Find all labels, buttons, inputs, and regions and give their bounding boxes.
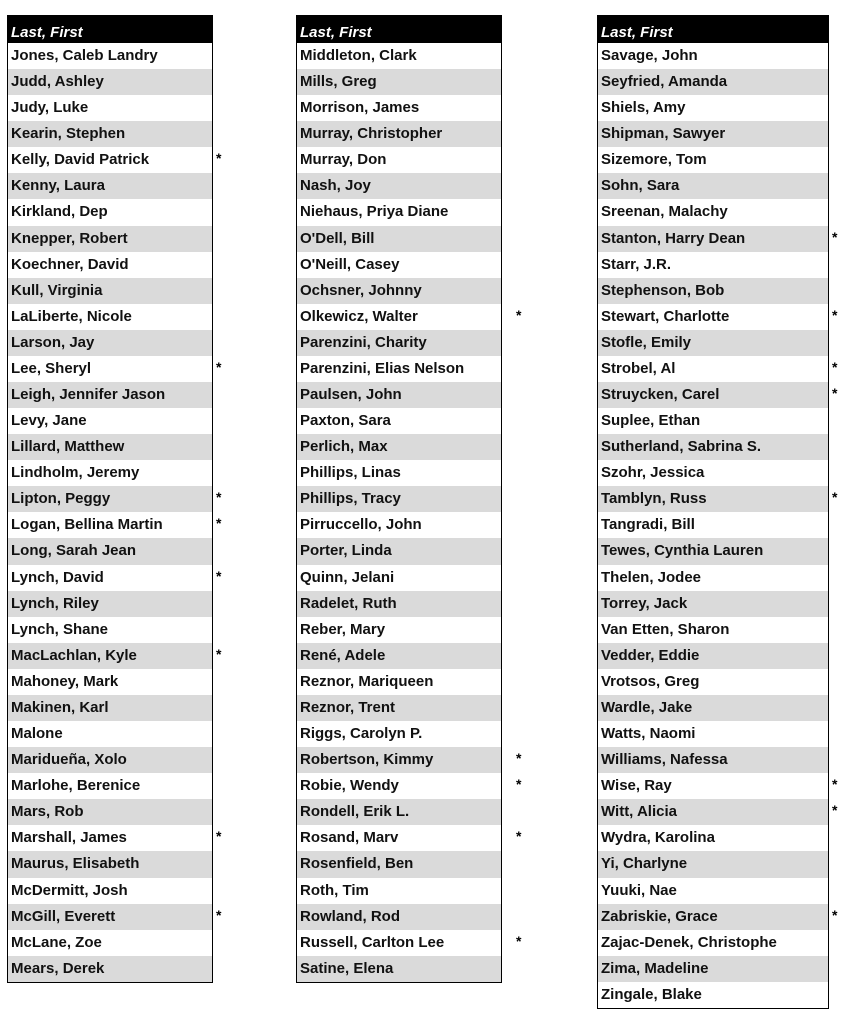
table-row — [297, 591, 501, 617]
table-row — [8, 512, 222, 538]
table-row — [598, 904, 838, 930]
name-cell: Pirruccello, John — [300, 516, 422, 534]
name-cell: Quinn, Jelani — [300, 568, 395, 586]
name-cell: Zingale, Blake — [601, 985, 702, 1003]
table-row — [598, 199, 828, 225]
name-cell: Parenzini, Charity — [300, 333, 427, 351]
table-row — [598, 252, 828, 278]
name-cell: Williams, Nafessa — [601, 751, 728, 769]
table-row — [8, 382, 212, 408]
table-row — [8, 904, 222, 930]
table-row — [8, 147, 222, 173]
name-cell: Levy, Jane — [11, 412, 87, 430]
name-cell: Kearin, Stephen — [11, 125, 126, 143]
table-row — [8, 173, 212, 199]
name-cell: Zima, Madeline — [601, 959, 709, 977]
name-cell: Stewart, Charlotte — [601, 307, 730, 325]
name-cell: Niehaus, Priya Diane — [300, 203, 449, 221]
table-row — [598, 591, 828, 617]
name-cell: Rondell, Erik L. — [300, 803, 410, 821]
table-row — [297, 304, 522, 330]
name-cell: Satine, Elena — [300, 959, 394, 977]
name-cell: Wardle, Jake — [601, 698, 693, 716]
name-cell: Long, Sarah Jean — [11, 542, 137, 560]
table-row — [8, 356, 222, 382]
name-cell: Tangradi, Bill — [601, 516, 695, 534]
table-row — [8, 252, 212, 278]
table-row — [598, 747, 828, 773]
name-cell: Kenny, Laura — [11, 177, 105, 195]
table-row — [297, 773, 522, 799]
name-cell: Vrotsos, Greg — [601, 672, 700, 690]
asterisk-marker: * — [832, 358, 838, 375]
table-row — [8, 95, 212, 121]
name-cell: Morrison, James — [300, 99, 420, 117]
table-row — [8, 460, 212, 486]
table-row — [598, 799, 838, 825]
asterisk-marker: * — [216, 489, 222, 506]
name-cell: Ochsner, Johnny — [300, 281, 422, 299]
name-cell: Murray, Don — [300, 151, 387, 169]
table-row — [8, 825, 222, 851]
asterisk-marker: * — [216, 567, 222, 584]
name-cell: Van Etten, Sharon — [601, 620, 730, 638]
name-cell: Judd, Ashley — [11, 73, 104, 91]
name-cell: Paulsen, John — [300, 386, 402, 404]
table-row — [8, 486, 222, 512]
table-row — [598, 382, 838, 408]
name-cell: Marlohe, Berenice — [11, 777, 141, 795]
asterisk-marker: * — [832, 776, 838, 793]
name-cell: Torrey, Jack — [601, 594, 688, 612]
table-row — [297, 69, 501, 95]
table-row — [8, 43, 212, 69]
name-cell: Parenzini, Elias Nelson — [300, 359, 465, 377]
table-row — [8, 773, 212, 799]
column-header: Last, First — [297, 16, 501, 43]
table-row — [297, 825, 522, 851]
name-cell: Zabriskie, Grace — [601, 907, 718, 925]
name-cell: Phillips, Linas — [300, 464, 401, 482]
table-row — [8, 930, 212, 956]
table-row — [297, 460, 501, 486]
table-row — [598, 278, 828, 304]
name-cell: Szohr, Jessica — [601, 464, 705, 482]
name-cell: Mills, Greg — [300, 73, 377, 91]
table-row — [598, 956, 828, 982]
table-row — [598, 930, 828, 956]
table-row — [297, 278, 501, 304]
name-cell: O'Dell, Bill — [300, 229, 375, 247]
table-row — [598, 773, 838, 799]
name-cell: Phillips, Tracy — [300, 490, 401, 508]
name-table — [597, 15, 838, 1009]
table-row — [598, 721, 828, 747]
table-row — [8, 330, 212, 356]
name-column-3 — [597, 15, 838, 1009]
name-cell: Riggs, Carolyn P. — [300, 725, 423, 743]
name-cell: Reznor, Trent — [300, 698, 396, 716]
asterisk-marker: * — [216, 358, 222, 375]
table-row — [297, 799, 501, 825]
table-row — [297, 356, 501, 382]
name-cell: Maurus, Elisabeth — [11, 855, 140, 873]
name-cell: Thelen, Jodee — [601, 568, 702, 586]
table-row — [8, 278, 212, 304]
table-row — [8, 538, 212, 564]
name-cell: Zajac-Denek, Christophe — [601, 933, 777, 951]
asterisk-marker: * — [516, 776, 522, 793]
table-row — [598, 538, 828, 564]
name-cell: Stofle, Emily — [601, 333, 692, 351]
name-cell: Sutherland, Sabrina S. — [601, 438, 762, 456]
table-row — [8, 643, 222, 669]
table-row — [297, 930, 522, 956]
table-row — [8, 878, 212, 904]
name-cell: Yuuki, Nae — [601, 881, 677, 899]
name-cell: Judy, Luke — [11, 99, 89, 117]
name-column-2 — [296, 15, 522, 983]
table-row — [598, 69, 828, 95]
table-row — [297, 330, 501, 356]
table-row — [8, 956, 212, 982]
table-row — [297, 565, 501, 591]
name-cell: Savage, John — [601, 47, 698, 64]
table-row — [297, 434, 501, 460]
asterisk-marker: * — [516, 828, 522, 845]
name-cell: Perlich, Max — [300, 438, 388, 456]
table-row — [297, 121, 501, 147]
name-cell: Rosand, Marv — [300, 829, 399, 847]
table-row — [598, 95, 828, 121]
table-row — [598, 669, 828, 695]
name-cell: McDermitt, Josh — [11, 881, 128, 899]
name-cell: Reznor, Mariqueen — [300, 672, 434, 690]
name-cell: Lipton, Peggy — [11, 490, 111, 508]
name-cell: Vedder, Eddie — [601, 646, 700, 664]
column-header: Last, First — [8, 16, 212, 43]
name-cell: Mahoney, Mark — [11, 672, 119, 690]
name-cell: LaLiberte, Nicole — [11, 307, 132, 325]
name-cell: Suplee, Ethan — [601, 412, 701, 430]
table-row — [297, 382, 501, 408]
name-cell: Porter, Linda — [300, 542, 392, 560]
table-row — [297, 721, 501, 747]
name-cell: Tamblyn, Russ — [601, 490, 707, 508]
table-row — [8, 695, 212, 721]
asterisk-marker: * — [216, 645, 222, 662]
name-cell: Lindholm, Jeremy — [11, 464, 140, 482]
name-cell: Leigh, Jennifer Jason — [11, 386, 166, 404]
table-row — [8, 799, 212, 825]
name-column-1 — [7, 15, 222, 983]
name-cell: Tewes, Cynthia Lauren — [601, 542, 764, 560]
name-cell: Koechner, David — [11, 255, 129, 273]
table-row — [598, 304, 838, 330]
table-row — [598, 147, 828, 173]
name-cell: Robie, Wendy — [300, 777, 399, 795]
name-cell: Middleton, Clark — [300, 47, 417, 64]
table-row — [8, 69, 212, 95]
name-cell: O'Neill, Casey — [300, 255, 400, 273]
table-row — [8, 434, 212, 460]
name-cell: Jones, Caleb Landry — [11, 47, 158, 64]
table-row — [598, 330, 828, 356]
table-row — [297, 199, 501, 225]
name-cell: Sizemore, Tom — [601, 151, 707, 169]
table-row — [8, 565, 222, 591]
table-row — [598, 878, 828, 904]
table-row — [8, 721, 212, 747]
table-row — [297, 95, 501, 121]
table-row — [8, 617, 212, 643]
table-row — [598, 121, 828, 147]
name-cell: Nash, Joy — [300, 177, 371, 195]
table-row — [297, 408, 501, 434]
name-cell: Rowland, Rod — [300, 907, 400, 925]
asterisk-marker: * — [216, 515, 222, 532]
asterisk-marker: * — [516, 306, 522, 323]
table-row — [8, 226, 212, 252]
table-row — [297, 878, 501, 904]
asterisk-marker: * — [832, 906, 838, 923]
table-row — [598, 408, 828, 434]
asterisk-marker: * — [216, 828, 222, 845]
asterisk-marker: * — [832, 802, 838, 819]
name-cell: Watts, Naomi — [601, 725, 696, 743]
table-row — [297, 695, 501, 721]
table-row — [598, 565, 828, 591]
table-row — [8, 591, 212, 617]
table-row — [297, 147, 501, 173]
name-cell: Marshall, James — [11, 829, 127, 847]
name-cell: Kelly, David Patrick — [11, 151, 150, 169]
table-row — [8, 121, 212, 147]
name-cell: Lynch, Shane — [11, 620, 108, 638]
table-row — [598, 434, 828, 460]
name-cell: Kirkland, Dep — [11, 203, 108, 221]
name-cell: Lillard, Matthew — [11, 438, 125, 456]
asterisk-marker: * — [832, 385, 838, 402]
table-row — [598, 486, 838, 512]
table-row — [598, 695, 828, 721]
name-cell: Makinen, Karl — [11, 698, 109, 716]
name-cell: Lee, Sheryl — [11, 359, 92, 377]
name-cell: Logan, Bellina Martin — [11, 516, 163, 534]
asterisk-marker: * — [216, 150, 222, 167]
asterisk-marker: * — [832, 489, 838, 506]
name-cell: Kull, Virginia — [11, 281, 103, 299]
table-row — [297, 643, 501, 669]
name-cell: Shipman, Sawyer — [601, 125, 726, 143]
name-cell: McLane, Zoe — [11, 933, 102, 951]
name-cell: Mars, Rob — [11, 803, 84, 821]
table-row — [297, 617, 501, 643]
asterisk-marker: * — [832, 228, 838, 245]
table-row — [297, 956, 501, 982]
name-cell: Malone — [11, 725, 63, 743]
name-cell: René, Adele — [300, 646, 386, 664]
column-header: Last, First — [598, 16, 828, 43]
name-cell: MacLachlan, Kyle — [11, 646, 137, 664]
name-cell: Larson, Jay — [11, 333, 95, 351]
name-cell: Shiels, Amy — [601, 99, 686, 117]
table-row — [598, 643, 828, 669]
table-row — [297, 669, 501, 695]
name-cell: Lynch, Riley — [11, 594, 99, 612]
name-cell: Sohn, Sara — [601, 177, 680, 195]
table-row — [598, 173, 828, 199]
name-cell: Yi, Charlyne — [601, 855, 688, 873]
table-row — [598, 460, 828, 486]
table-row — [8, 199, 212, 225]
name-cell: McGill, Everett — [11, 907, 116, 925]
table-row — [598, 851, 828, 877]
table-row — [598, 825, 828, 851]
name-cell: Wise, Ray — [601, 777, 672, 795]
table-row — [598, 226, 838, 252]
table-row — [297, 252, 501, 278]
table-row — [8, 408, 212, 434]
table-row — [598, 512, 828, 538]
name-cell: Stanton, Harry Dean — [601, 229, 746, 247]
table-row — [598, 43, 828, 69]
table-row — [297, 851, 501, 877]
name-cell: Seyfried, Amanda — [601, 73, 728, 91]
name-cell: Paxton, Sara — [300, 412, 391, 430]
asterisk-marker: * — [516, 750, 522, 767]
name-cell: Rosenfield, Ben — [300, 855, 414, 873]
asterisk-marker: * — [216, 906, 222, 923]
name-cell: Wydra, Karolina — [601, 829, 715, 847]
table-row — [297, 226, 501, 252]
name-cell: Witt, Alicia — [601, 803, 677, 821]
name-cell: Russell, Carlton Lee — [300, 933, 445, 951]
table-row — [297, 43, 501, 69]
table-row — [8, 747, 212, 773]
asterisk-marker: * — [516, 932, 522, 949]
table-row — [297, 512, 501, 538]
name-cell: Lynch, David — [11, 568, 104, 586]
name-cell: Struycken, Carel — [601, 386, 720, 404]
name-cell: Maridueña, Xolo — [11, 751, 127, 769]
name-cell: Strobel, Al — [601, 359, 676, 377]
table-row — [8, 304, 212, 330]
table-row — [598, 982, 828, 1008]
table-row — [8, 851, 212, 877]
name-cell: Stephenson, Bob — [601, 281, 725, 299]
name-cell: Reber, Mary — [300, 620, 386, 638]
name-cell: Murray, Christopher — [300, 125, 443, 143]
name-cell: Robertson, Kimmy — [300, 751, 434, 769]
name-cell: Mears, Derek — [11, 959, 105, 977]
table-row — [297, 486, 501, 512]
table-row — [297, 904, 501, 930]
table-row — [598, 356, 838, 382]
name-cell: Radelet, Ruth — [300, 594, 397, 612]
name-cell: Starr, J.R. — [601, 255, 672, 273]
table-row — [297, 747, 522, 773]
asterisk-marker: * — [832, 306, 838, 323]
name-cell: Sreenan, Malachy — [601, 203, 728, 221]
name-cell: Roth, Tim — [300, 881, 369, 899]
table-row — [297, 173, 501, 199]
name-cell: Olkewicz, Walter — [300, 307, 418, 325]
table-row — [598, 617, 828, 643]
name-table — [296, 15, 522, 983]
name-table — [7, 15, 222, 983]
table-row — [297, 538, 501, 564]
name-cell: Knepper, Robert — [11, 229, 128, 247]
table-row — [8, 669, 212, 695]
